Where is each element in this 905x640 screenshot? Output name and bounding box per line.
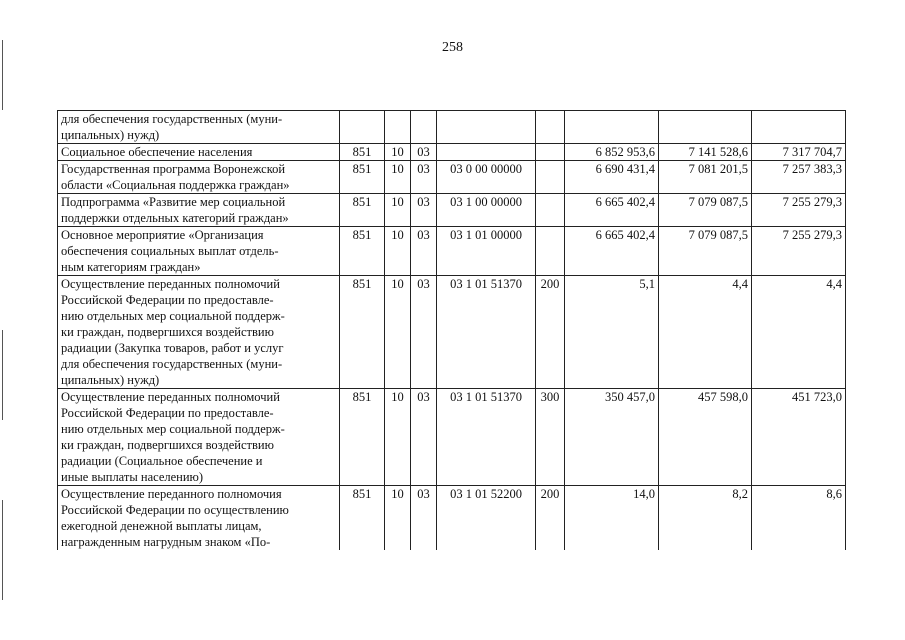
subsection-code-cell: 03 — [411, 276, 437, 389]
item-name-cell — [58, 486, 340, 551]
ministry-code-cell — [340, 111, 385, 144]
item-name-line: иные выплаты населению) — [61, 470, 204, 484]
amount-year1-cell: 14,0 — [565, 486, 659, 551]
amount-year3-cell: 451 723,0 — [752, 389, 846, 486]
amount-year1-cell: 6 665 402,4 — [565, 227, 659, 276]
table-row — [58, 276, 846, 389]
subsection-code-cell: 03 — [411, 389, 437, 486]
item-name-cell — [58, 194, 340, 227]
binding-margin-line — [2, 330, 3, 420]
amount-year3-cell: 7 257 383,3 — [752, 161, 846, 194]
item-name-line: ным категориям граждан» — [61, 260, 201, 274]
expense-type-cell — [536, 194, 565, 227]
item-name-line: Российской Федерации по предоставле- — [61, 406, 274, 420]
item-name-line: ципальных) нужд) — [61, 128, 160, 142]
section-code-cell: 10 — [385, 486, 411, 551]
expense-type-cell: 200 — [536, 276, 565, 389]
ministry-code-cell: 851 — [340, 161, 385, 194]
binding-margin-line — [2, 500, 3, 600]
target-article-cell — [437, 111, 536, 144]
subsection-code-cell — [411, 111, 437, 144]
item-name-line: радиации (Закупка товаров, работ и услуг — [61, 341, 284, 355]
amount-year2-cell: 7 079 087,5 — [659, 227, 752, 276]
target-article-cell: 03 1 01 51370 — [437, 276, 536, 389]
item-name-line: Российской Федерации по осуществлению — [61, 503, 289, 517]
item-name-line: ежегодной денежной выплаты лицам, — [61, 519, 262, 533]
item-name-line: Социальное обеспечение населения — [61, 145, 253, 159]
item-name-line: обеспечения социальных выплат отдель- — [61, 244, 279, 258]
target-article-cell: 03 0 00 00000 — [437, 161, 536, 194]
target-article-cell — [437, 144, 536, 161]
item-name-line: ки граждан, подвергшихся воздействию — [61, 438, 274, 452]
ministry-code-cell: 851 — [340, 144, 385, 161]
item-name-line: нию отдельных мер социальной поддерж- — [61, 309, 285, 323]
amount-year3-cell: 7 317 704,7 — [752, 144, 846, 161]
item-name-line: для обеспечения государственных (муни- — [61, 357, 283, 371]
amount-year1-cell: 5,1 — [565, 276, 659, 389]
ministry-code-cell: 851 — [340, 194, 385, 227]
item-name-line: ципальных) нужд) — [61, 373, 160, 387]
target-article-cell: 03 1 01 00000 — [437, 227, 536, 276]
item-name-line: Основное мероприятие «Организация — [61, 228, 264, 242]
table-row — [58, 486, 846, 551]
expense-type-cell: 300 — [536, 389, 565, 486]
expense-type-cell: 200 — [536, 486, 565, 551]
item-name-line: Подпрограмма «Развитие мер социальной — [61, 195, 286, 209]
section-code-cell: 10 — [385, 389, 411, 486]
expense-type-cell — [536, 111, 565, 144]
amount-year1-cell — [565, 111, 659, 144]
subsection-code-cell: 03 — [411, 486, 437, 551]
item-name-line: для обеспечения государственных (муни- — [61, 112, 283, 126]
item-name-line: радиации (Социальное обеспечение и — [61, 454, 263, 468]
amount-year2-cell: 4,4 — [659, 276, 752, 389]
item-name-line: Осуществление переданных полномочий — [61, 277, 280, 291]
subsection-code-cell: 03 — [411, 194, 437, 227]
ministry-code-cell: 851 — [340, 276, 385, 389]
amount-year3-cell: 7 255 279,3 — [752, 194, 846, 227]
table-row — [58, 194, 846, 227]
amount-year2-cell: 7 081 201,5 — [659, 161, 752, 194]
item-name-cell — [58, 389, 340, 486]
item-name-line: Государственная программа Воронежской — [61, 162, 286, 176]
amount-year2-cell: 8,2 — [659, 486, 752, 551]
expense-type-cell — [536, 144, 565, 161]
amount-year1-cell: 6 852 953,6 — [565, 144, 659, 161]
amount-year2-cell: 457 598,0 — [659, 389, 752, 486]
item-name-line: нию отдельных мер социальной поддерж- — [61, 422, 285, 436]
expense-type-cell — [536, 161, 565, 194]
item-name-line: награжденным нагрудным знаком «По- — [61, 535, 271, 549]
table-row — [58, 144, 846, 161]
table-row — [58, 161, 846, 194]
amount-year3-cell: 7 255 279,3 — [752, 227, 846, 276]
table-row — [58, 111, 846, 144]
amount-year1-cell: 6 690 431,4 — [565, 161, 659, 194]
item-name-line: ки граждан, подвергшихся воздействию — [61, 325, 274, 339]
ministry-code-cell: 851 — [340, 389, 385, 486]
item-name-line: Осуществление переданного полномочия — [61, 487, 282, 501]
target-article-cell: 03 1 01 51370 — [437, 389, 536, 486]
subsection-code-cell: 03 — [411, 144, 437, 161]
page-number: 258 — [442, 40, 463, 55]
section-code-cell: 10 — [385, 227, 411, 276]
item-name-cell — [58, 161, 340, 194]
ministry-code-cell: 851 — [340, 486, 385, 551]
table-row — [58, 389, 846, 486]
amount-year1-cell: 350 457,0 — [565, 389, 659, 486]
expense-type-cell — [536, 227, 565, 276]
section-code-cell — [385, 111, 411, 144]
amount-year3-cell: 4,4 — [752, 276, 846, 389]
ministry-code-cell: 851 — [340, 227, 385, 276]
amount-year2-cell: 7 141 528,6 — [659, 144, 752, 161]
amount-year3-cell — [752, 111, 846, 144]
target-article-cell: 03 1 01 52200 — [437, 486, 536, 551]
subsection-code-cell: 03 — [411, 161, 437, 194]
amount-year2-cell: 7 079 087,5 — [659, 194, 752, 227]
section-code-cell: 10 — [385, 276, 411, 389]
item-name-cell — [58, 111, 340, 144]
subsection-code-cell: 03 — [411, 227, 437, 276]
item-name-line: Осуществление переданных полномочий — [61, 390, 280, 404]
item-name-cell — [58, 227, 340, 276]
item-name-line: Российской Федерации по предоставле- — [61, 293, 274, 307]
table-row — [58, 227, 846, 276]
section-code-cell: 10 — [385, 144, 411, 161]
item-name-cell — [58, 144, 340, 161]
amount-year2-cell — [659, 111, 752, 144]
item-name-line: области «Социальная поддержка граждан» — [61, 178, 290, 192]
item-name-cell — [58, 276, 340, 389]
amount-year3-cell: 8,6 — [752, 486, 846, 551]
budget-table — [57, 110, 846, 550]
section-code-cell: 10 — [385, 161, 411, 194]
amount-year1-cell: 6 665 402,4 — [565, 194, 659, 227]
section-code-cell: 10 — [385, 194, 411, 227]
target-article-cell: 03 1 00 00000 — [437, 194, 536, 227]
item-name-line: поддержки отдельных категорий граждан» — [61, 211, 289, 225]
